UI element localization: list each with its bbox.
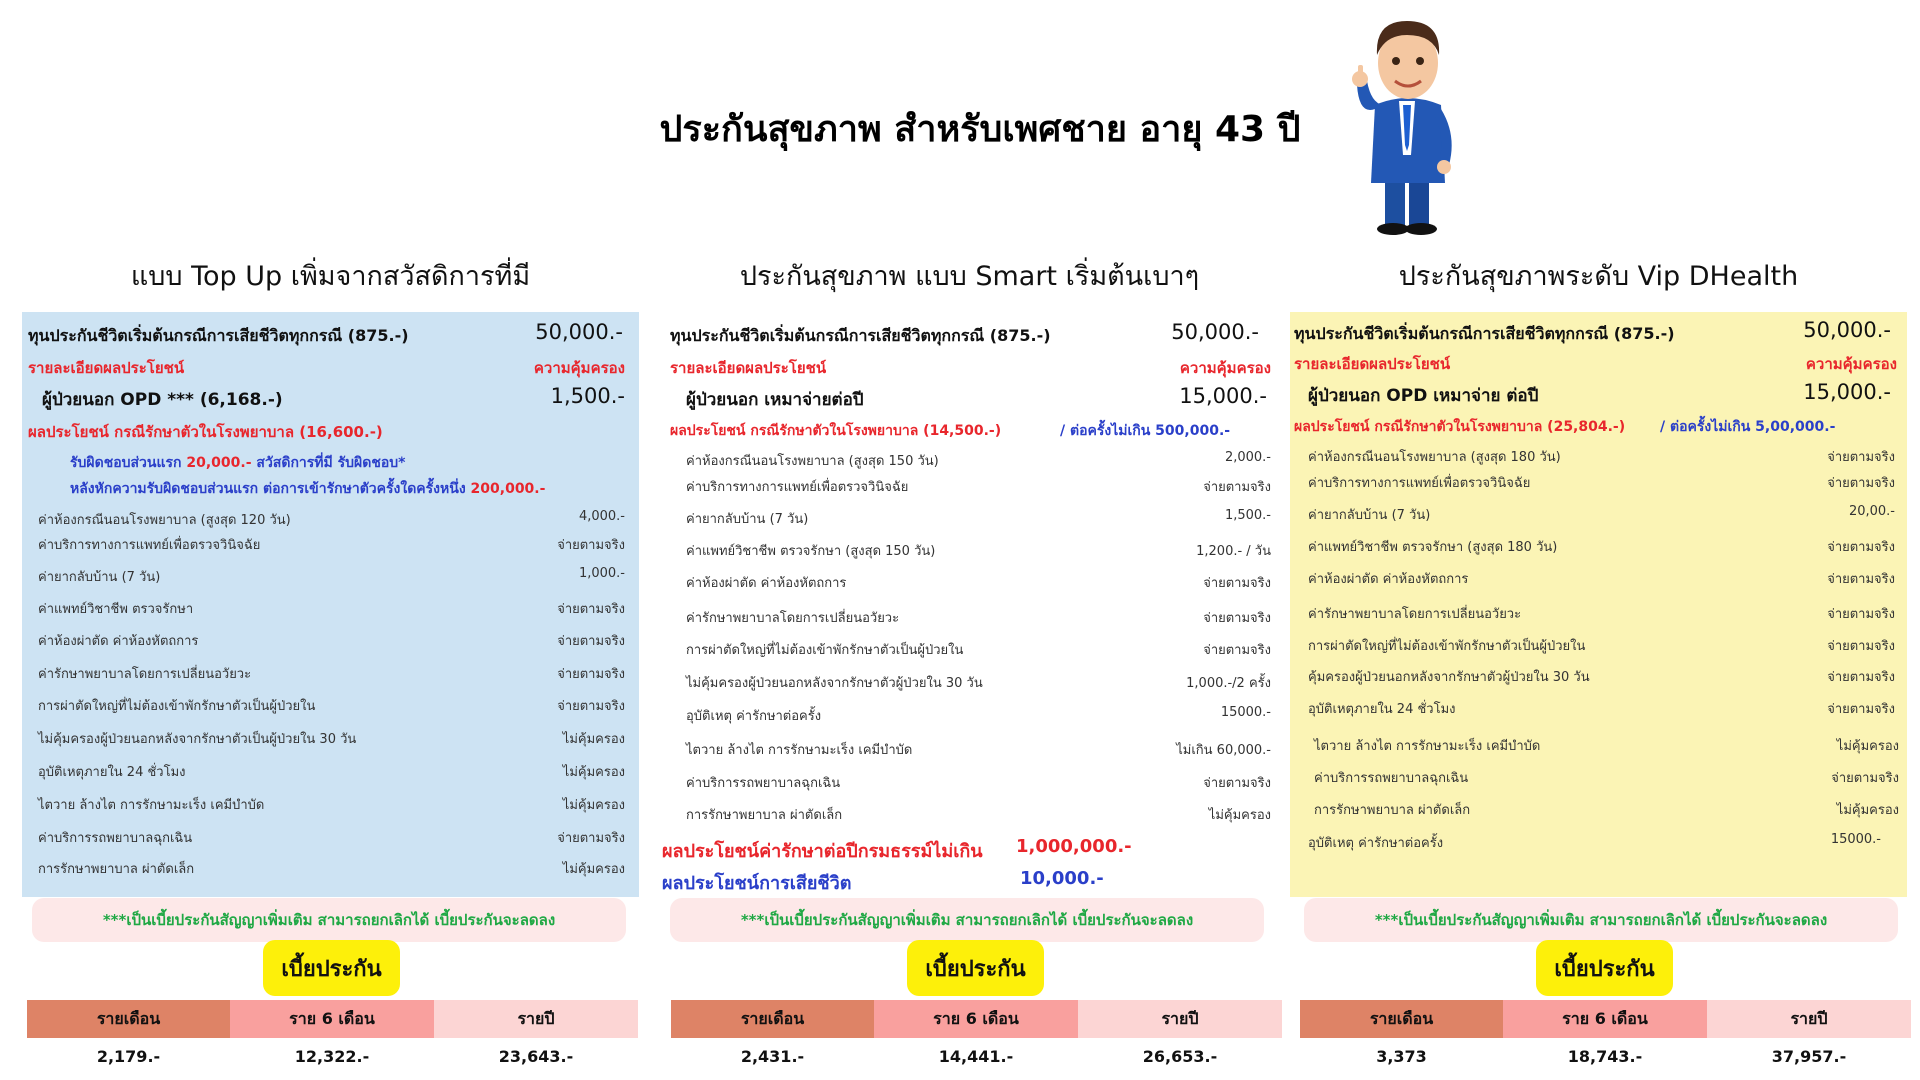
benefit-item-label: ค่าบริการรถพยาบาลฉุกเฉิน: [686, 776, 841, 791]
benefit-item-label: ไม่คุ้มครองผู้ป่วยนอกหลังจากรักษาตัวผู้ป่วยใน 30 วัน: [686, 676, 983, 691]
benefit-item-value: ไม่คุ้มครอง: [1836, 803, 1899, 818]
benefit-item-label: ค่าบริการทางการแพทย์เพื่อตรวจวินิจฉัย: [1308, 476, 1531, 491]
benefit-item-label: การผ่าตัดใหญ่ที่ไม่ต้องเข้าพักรักษาตัวเป็นผู้ป่วยใน: [686, 643, 964, 658]
page-title: ประกันสุขภาพ สำหรับเพศชาย อายุ 43 ปี: [659, 109, 1301, 150]
benefit-item-label: ค่ายากลับบ้าน (7 วัน): [38, 570, 161, 585]
life-label: ทุนประกันชีวิตเริ่มต้นกรณีการเสียชีวิตทุกกรณี (875.-): [1294, 324, 1675, 343]
deductible-amount: 20,000.-: [186, 455, 252, 471]
benefit-item-label: ค่ารักษาพยาบาลโดยการเปลี่ยนอวัยวะ: [38, 667, 252, 682]
annual-limit-value: 1,000,000.-: [1016, 836, 1132, 857]
premium-six-month: 18,743.-: [1503, 1038, 1707, 1074]
benefit-item-label: ค่าบริการรถพยาบาลฉุกเฉิน: [1314, 771, 1469, 786]
deductible-line2: [70, 478, 545, 500]
benefit-item-label: การผ่าตัดใหญ่ที่ไม่ต้องเข้าพักรักษาตัวเป็นผู้ป่วยใน: [38, 699, 316, 714]
plan-title-smart: ประกันสุขภาพ แบบ Smart เริ่มต้นเบาๆ: [739, 261, 1200, 292]
benefit-item-label: ไตวาย ล้างไต การรักษามะเร็ง เคมีบำบัด: [686, 743, 913, 758]
benefit-item-value: จ่ายตามจริง: [1827, 450, 1895, 465]
benefit-item-value: จ่ายตามจริง: [1203, 480, 1271, 495]
deductible-limit-label: หลังหักความรับผิดชอบส่วนแรก ต่อการเข้ารักษาตัวครั้งใดครั้งหนึ่ง: [70, 481, 466, 497]
header-yearly: รายปี: [1078, 1000, 1282, 1038]
benefit-item-label: ค่าแพทย์วิชาชีพ ตรวจรักษา: [38, 602, 194, 617]
benefit-item-value: จ่ายตามจริง: [1827, 476, 1895, 491]
benefit-item-value: 15000.-: [1220, 705, 1271, 720]
benefit-item-label: อุบัติเหตุ ค่ารักษาต่อครั้ง: [1308, 836, 1444, 851]
benefit-item-value: จ่ายตามจริง: [557, 831, 625, 846]
life-value: 50,000.-: [1803, 318, 1891, 342]
benefit-item-label: ค่าบริการทางการแพทย์เพื่อตรวจวินิจฉัย: [38, 538, 261, 553]
benefit-header-value: ความคุ้มครอง: [1179, 359, 1271, 377]
benefit-item-label: ค่าบริการรถพยาบาลฉุกเฉิน: [38, 831, 193, 846]
benefit-item-value: ไม่คุ้มครอง: [562, 862, 625, 877]
benefit-item-label: ค่าห้องผ่าตัด ค่าห้องหัตถการ: [686, 576, 847, 591]
benefit-item-value: 1,000.-: [578, 566, 625, 581]
businessman-thumbs-up-icon: [1345, 5, 1475, 237]
benefit-item-label: ค่าห้องกรณีนอนโรงพยาบาล (สูงสุด 180 วัน): [1308, 450, 1561, 465]
optional-rider-note: ***เป็นเบี้ยประกันสัญญาเพิ่มเติม สามารถยกเลิกได้ เบี้ยประกันจะลดลง: [1304, 898, 1898, 942]
death-benefit-value: 10,000.-: [1020, 868, 1104, 889]
premium-button[interactable]: เบี้ยประกัน: [907, 940, 1044, 996]
benefit-item-value: 1,000.-/2 ครั้ง: [1186, 676, 1271, 691]
premium-yearly: 23,643.-: [434, 1038, 638, 1074]
benefit-item-value: จ่ายตามจริง: [1827, 702, 1895, 717]
benefit-item-label: ค่ารักษาพยาบาลโดยการเปลี่ยนอวัยวะ: [686, 611, 900, 626]
benefit-item-value: จ่ายตามจริง: [1203, 776, 1271, 791]
benefit-item-value: ไม่คุ้มครอง: [1208, 808, 1271, 823]
deductible-limit-amount: 200,000.-: [470, 481, 546, 497]
header-monthly: รายเดือน: [1300, 1000, 1503, 1038]
benefit-item-label: อุบัติเหตุภายใน 24 ชั่วโมง: [38, 765, 186, 780]
opd-value: 15,000.-: [1179, 384, 1267, 408]
benefit-item-value: 2,000.-: [1224, 450, 1271, 465]
premium-table: [27, 1000, 638, 1074]
benefit-item-label: ไตวาย ล้างไต การรักษามะเร็ง เคมีบำบัด: [1314, 739, 1541, 754]
optional-rider-note: ***เป็นเบี้ยประกันสัญญาเพิ่มเติม สามารถยกเลิกได้ เบี้ยประกันจะลดลง: [670, 898, 1264, 942]
plan-title-vip: ประกันสุขภาพระดับ Vip DHealth: [1398, 261, 1799, 292]
header-yearly: รายปี: [434, 1000, 638, 1038]
life-value: 50,000.-: [1171, 320, 1259, 344]
premium-monthly: 2,179.-: [27, 1038, 230, 1074]
premium-six-month: 14,441.-: [874, 1038, 1078, 1074]
plan-panel-vip: [1290, 312, 1907, 897]
benefit-item-label: ค่าบริการทางการแพทย์เพื่อตรวจวินิจฉัย: [686, 480, 909, 495]
deductible-line1: [70, 452, 405, 474]
ipd-label: ผลประโยชน์ กรณีรักษาตัวในโรงพยาบาล (25,804.-): [1294, 419, 1626, 435]
benefit-item-label: คุ้มครองผู้ป่วยนอกหลังจากรักษาตัวผู้ป่วยใน 30 วัน: [1308, 670, 1590, 685]
life-label: ทุนประกันชีวิตเริ่มต้นกรณีการเสียชีวิตทุกกรณี (875.-): [28, 326, 409, 345]
benefit-item-value: ไม่คุ้มครอง: [1836, 739, 1899, 754]
benefit-item-value: จ่ายตามจริง: [1827, 639, 1895, 654]
plan-panel-smart: [658, 312, 1281, 897]
plan-panel-topup: [22, 312, 639, 897]
deductible-note: สวัสดิการที่มี รับผิดชอบ*: [256, 455, 406, 471]
benefit-header-label: รายละเอียดผลประโยชน์: [28, 359, 185, 377]
benefit-item-label: การรักษาพยาบาล ผ่าตัดเล็ก: [1314, 803, 1471, 818]
plan-title-topup: แบบ Top Up เพิ่มจากสวัสดิการที่มี: [130, 261, 531, 292]
benefit-item-label: การผ่าตัดใหญ่ที่ไม่ต้องเข้าพักรักษาตัวเป็นผู้ป่วยใน: [1308, 639, 1586, 654]
benefit-header-label: รายละเอียดผลประโยชน์: [1294, 355, 1451, 373]
ipd-limit: / ต่อครั้งไม่เกิน 5,00,000.-: [1660, 419, 1836, 435]
ipd-label: ผลประโยชน์ กรณีรักษาตัวในโรงพยาบาล (16,600.-): [28, 423, 383, 441]
premium-button[interactable]: เบี้ยประกัน: [1536, 940, 1673, 996]
benefit-item-label: ค่าห้องกรณีนอนโรงพยาบาล (สูงสุด 150 วัน): [686, 454, 939, 469]
benefit-item-value: 1,500.-: [1224, 508, 1271, 523]
optional-rider-note: ***เป็นเบี้ยประกันสัญญาเพิ่มเติม สามารถยกเลิกได้ เบี้ยประกันจะลดลง: [32, 898, 626, 942]
premium-yearly: 37,957.-: [1707, 1038, 1911, 1074]
benefit-item-value: ไม่คุ้มครอง: [562, 798, 625, 813]
benefit-item-value: 4,000.-: [578, 509, 625, 524]
premium-six-month: 12,322.-: [230, 1038, 434, 1074]
benefit-item-value: จ่ายตามจริง: [557, 602, 625, 617]
header-monthly: รายเดือน: [27, 1000, 230, 1038]
benefit-item-value: จ่ายตามจริง: [1831, 771, 1899, 786]
benefit-item-label: ค่าห้องผ่าตัด ค่าห้องหัตถการ: [38, 634, 199, 649]
benefit-item-value: จ่ายตามจริง: [1203, 576, 1271, 591]
benefit-item-label: ค่าแพทย์วิชาชีพ ตรวจรักษา (สูงสุด 150 วัน): [686, 544, 936, 559]
benefit-item-value: 15000.-: [1830, 832, 1881, 847]
annual-limit-label: ผลประโยชน์ค่ารักษาต่อปีกรมธรรม์ไม่เกิน: [662, 841, 983, 862]
benefit-item-value: จ่ายตามจริง: [1827, 540, 1895, 555]
benefit-item-value: จ่ายตามจริง: [1827, 572, 1895, 587]
benefit-item-label: การรักษาพยาบาล ผ่าตัดเล็ก: [38, 862, 195, 877]
benefit-item-value: จ่ายตามจริง: [1203, 611, 1271, 626]
benefit-item-value: 20,00.-: [1848, 504, 1895, 519]
benefit-item-label: ค่ายากลับบ้าน (7 วัน): [1308, 508, 1431, 523]
opd-value: 1,500.-: [550, 384, 625, 408]
benefit-item-value: 1,200.- / วัน: [1196, 544, 1271, 559]
premium-table: [671, 1000, 1282, 1074]
benefit-item-label: การรักษาพยาบาล ผ่าตัดเล็ก: [686, 808, 843, 823]
benefit-item-value: จ่ายตามจริง: [1827, 607, 1895, 622]
ipd-label: ผลประโยชน์ กรณีรักษาตัวในโรงพยาบาล (14,500.-): [670, 423, 1002, 439]
benefit-item-value: ไม่คุ้มครอง: [562, 732, 625, 747]
benefit-header-value: ความคุ้มครอง: [1805, 355, 1897, 373]
premium-yearly: 26,653.-: [1078, 1038, 1282, 1074]
benefit-item-value: จ่ายตามจริง: [557, 667, 625, 682]
benefit-item-value: ไม่คุ้มครอง: [562, 765, 625, 780]
header-six-month: ราย 6 เดือน: [1503, 1000, 1707, 1038]
benefit-item-label: ค่ารักษาพยาบาลโดยการเปลี่ยนอวัยวะ: [1308, 607, 1522, 622]
benefit-item-label: อุบัติเหตุภายใน 24 ชั่วโมง: [1308, 702, 1456, 717]
benefit-item-label: ค่าห้องผ่าตัด ค่าห้องหัตถการ: [1308, 572, 1469, 587]
ipd-limit: / ต่อครั้งไม่เกิน 500,000.-: [1060, 423, 1231, 439]
benefit-item-value: จ่ายตามจริง: [557, 699, 625, 714]
premium-table: [1300, 1000, 1911, 1074]
premium-monthly: 3,373: [1300, 1038, 1503, 1074]
opd-label: ผู้ป่วยนอก OPD *** (6,168.-): [42, 390, 283, 410]
header-six-month: ราย 6 เดือน: [874, 1000, 1078, 1038]
header-six-month: ราย 6 เดือน: [230, 1000, 434, 1038]
benefit-item-label: อุบัติเหตุ ค่ารักษาต่อครั้ง: [686, 709, 822, 724]
opd-value: 15,000.-: [1803, 380, 1891, 404]
benefit-item-value: จ่ายตามจริง: [1203, 643, 1271, 658]
benefit-item-label: ค่าห้องกรณีนอนโรงพยาบาล (สูงสุด 120 วัน): [38, 513, 291, 528]
benefit-item-label: ไม่คุ้มครองผู้ป่วยนอกหลังจากรักษาตัวเป็นผู้ป่วยใน 30 วัน: [38, 732, 357, 747]
benefit-item-label: ไตวาย ล้างไต การรักษามะเร็ง เคมีบำบัด: [38, 798, 265, 813]
opd-label: ผู้ป่วยนอก เหมาจ่ายต่อปี: [686, 390, 864, 410]
benefit-header-label: รายละเอียดผลประโยชน์: [670, 359, 827, 377]
benefit-item-value: จ่ายตามจริง: [1827, 670, 1895, 685]
death-benefit-label: ผลประโยชน์การเสียชีวิต: [662, 873, 852, 894]
premium-monthly: 2,431.-: [671, 1038, 874, 1074]
opd-label: ผู้ป่วยนอก OPD เหมาจ่าย ต่อปี: [1308, 386, 1539, 406]
benefit-item-label: ค่ายากลับบ้าน (7 วัน): [686, 512, 809, 527]
header-monthly: รายเดือน: [671, 1000, 874, 1038]
header-yearly: รายปี: [1707, 1000, 1911, 1038]
life-value: 50,000.-: [535, 320, 623, 344]
benefit-item-label: ค่าแพทย์วิชาชีพ ตรวจรักษา (สูงสุด 180 วัน): [1308, 540, 1558, 555]
life-label: ทุนประกันชีวิตเริ่มต้นกรณีการเสียชีวิตทุกกรณี (875.-): [670, 326, 1051, 345]
benefit-item-value: จ่ายตามจริง: [557, 634, 625, 649]
benefit-item-value: ไม่เกิน 60,000.-: [1176, 743, 1271, 758]
benefit-header-value: ความคุ้มครอง: [533, 359, 625, 377]
benefit-item-value: จ่ายตามจริง: [557, 538, 625, 553]
premium-button[interactable]: เบี้ยประกัน: [263, 940, 400, 996]
deductible-label: รับผิดชอบส่วนแรก: [70, 455, 182, 471]
